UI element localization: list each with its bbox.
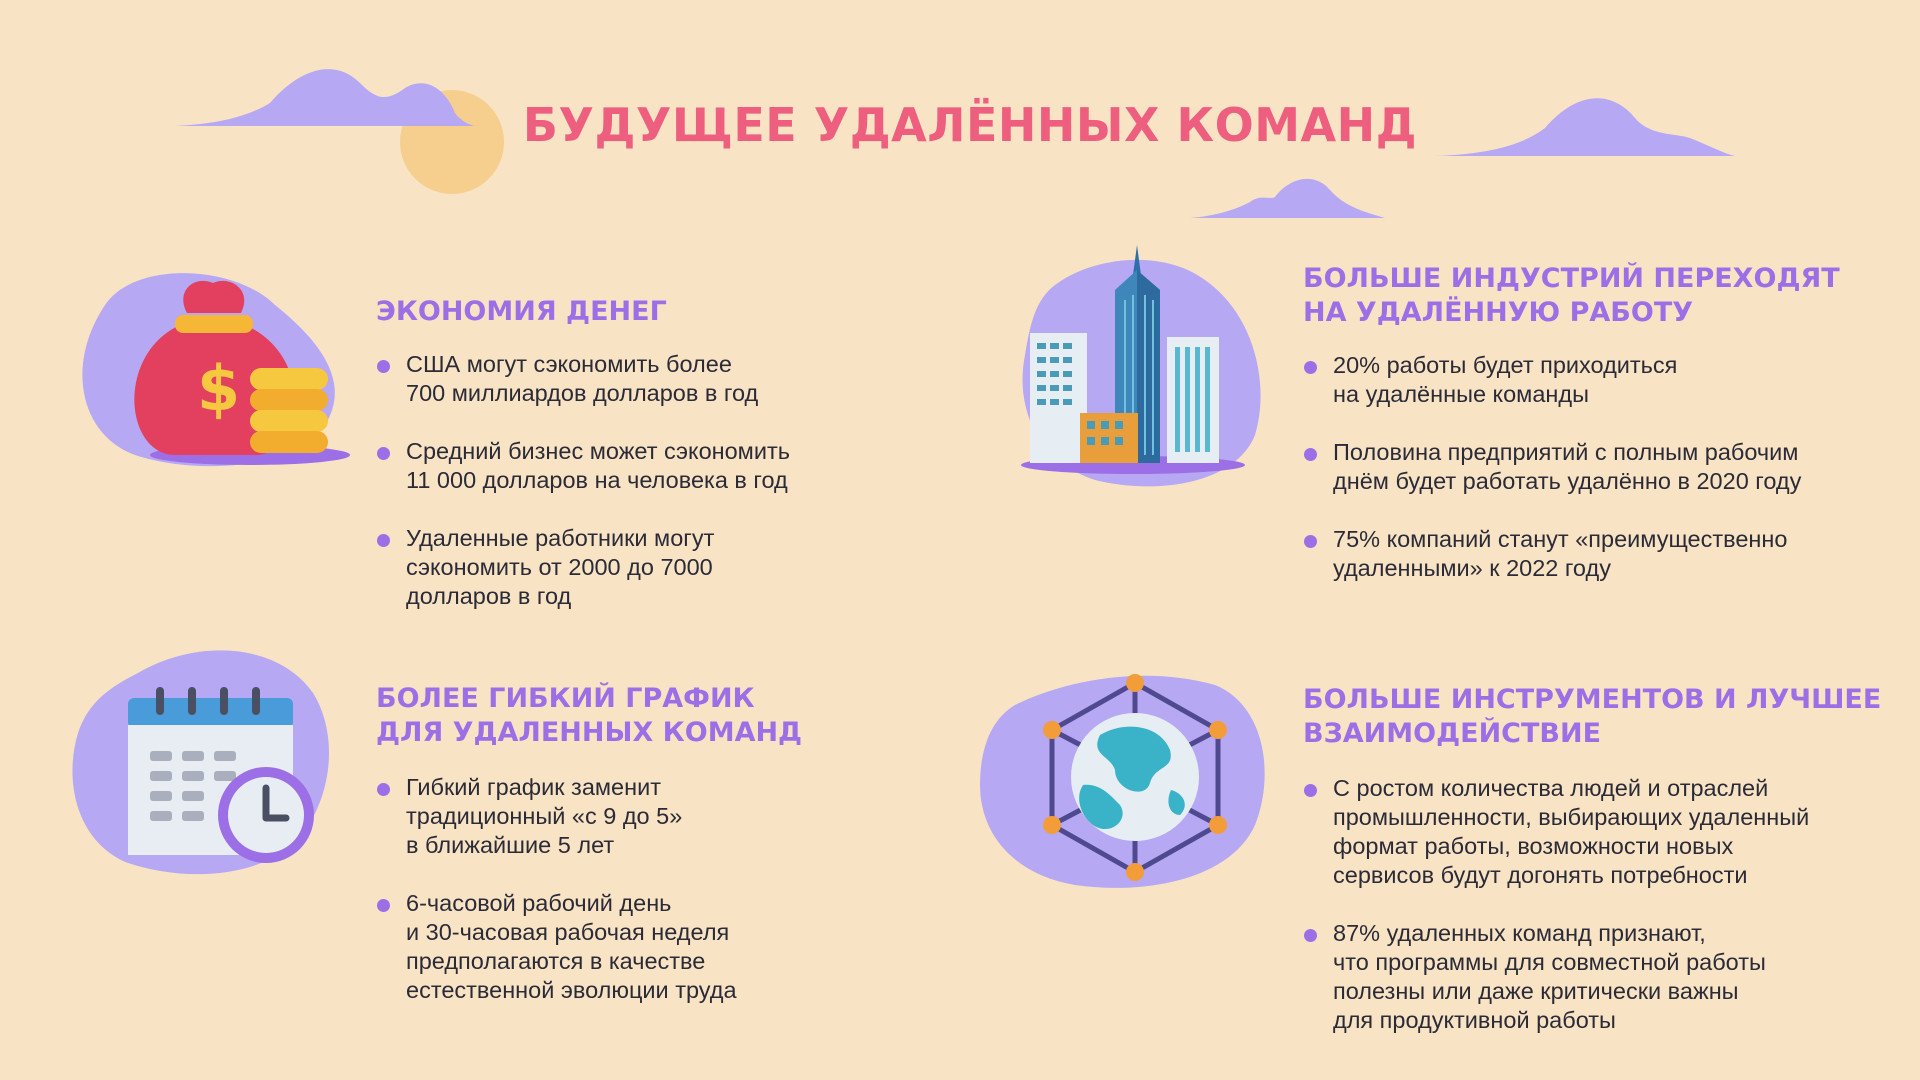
- list-item: Средний бизнес может сэкономить 11 000 долларов на человека в год: [376, 437, 856, 495]
- section-heading-industries: БОЛЬШЕ ИНДУСТРИЙ ПЕРЕХОДЯТ НА УДАЛЁННУЮ РАБОТУ: [1303, 263, 1840, 328]
- list-item: 20% работы будет приходиться на удалённые команды: [1303, 351, 1883, 409]
- list-item: 87% удаленных команд признают, что программы для совместной работы полезны или даже критически важны для продуктивной работы: [1303, 919, 1893, 1035]
- savings-list: [376, 350, 856, 640]
- list-item: Гибкий график заменит традиционный «с 9 до 5» в ближайшие 5 лет: [376, 773, 856, 860]
- cloud-icon: [1190, 172, 1385, 220]
- page-title: БУДУЩЕЕ УДАЛЁННЫХ КОМАНД: [522, 98, 1418, 152]
- list-item: США могут сэкономить более 700 миллиардов долларов в год: [376, 350, 856, 408]
- calendar-clock-icon: [68, 643, 333, 883]
- list-item: С ростом количества людей и отраслей промышленности, выбирающих удаленный формат работы, возможности новых сервисов будут догонять потребности: [1303, 774, 1893, 890]
- list-item: 6-часовой рабочий день и 30-часовая рабочая неделя предполагаются в качестве естественной эволюции труда: [376, 889, 856, 1005]
- svg-text:$: $: [197, 352, 241, 425]
- tools-list: [1303, 774, 1893, 1064]
- section-heading-savings: ЭКОНОМИЯ ДЕНЕГ: [376, 296, 667, 327]
- list-item: Удаленные работники могут сэкономить от 2000 до 7000 долларов в год: [376, 524, 856, 611]
- money-bag-icon: [75, 265, 350, 475]
- globe-network-icon: [975, 665, 1275, 895]
- schedule-list: [376, 773, 856, 1034]
- list-item: 75% компаний станут «преимущественно удаленными» к 2022 году: [1303, 525, 1883, 583]
- list-item: Половина предприятий с полным рабочим днём будет работать удалённо в 2020 году: [1303, 438, 1883, 496]
- section-heading-tools: БОЛЬШЕ ИНСТРУМЕНТОВ И ЛУЧШЕЕ ВЗАИМОДЕЙСТВИЕ: [1303, 684, 1882, 749]
- industries-list: [1303, 351, 1883, 612]
- section-heading-schedule: БОЛЕЕ ГИБКИЙ ГРАФИК ДЛЯ УДАЛЕННЫХ КОМАНД: [376, 683, 803, 748]
- skyscrapers-icon: [1015, 245, 1270, 495]
